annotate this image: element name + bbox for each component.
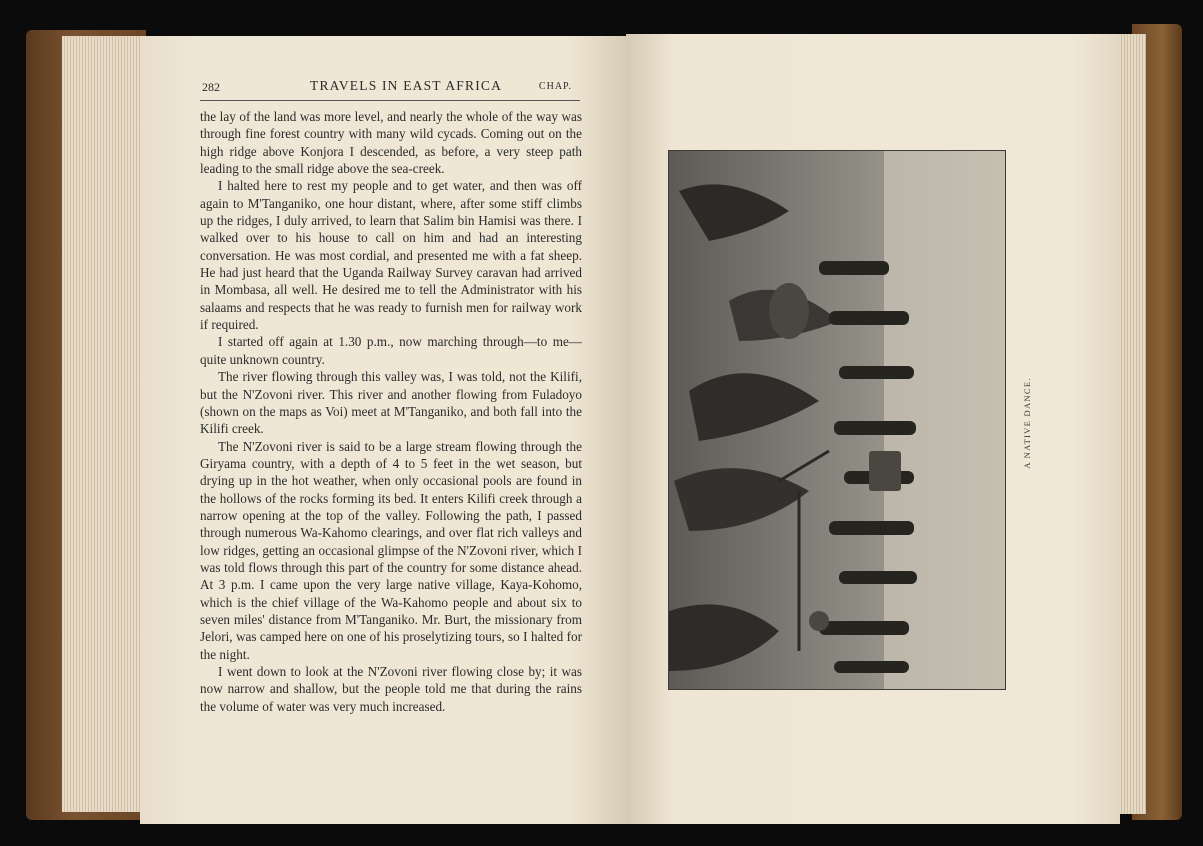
paragraph-6: I went down to look at the N'Zovoni river flowing close by; it was now narrow and shallow, but the people told me that during the rains the volume of water was very much increased. xyxy=(200,664,582,714)
paragraph-5: The N'Zovoni river is said to be a large stream flowing through the Giryama country, with a depth of 4 to 5 feet in the wet season, but drying up in the hot weather, when only occasional pools are found in the hollows of the rocks forming its bed. It enters Kilifi creek through a narrow opening at the top of the valley. Following the path, I passed through numerous Wa-Kahomo clearings, and over flat rich valleys and low ridges, getting an occasional glimpse of the N'Zovoni river, which I was told flows through this part of the country for some distance ahead. At 3 p.m. I came upon the very large native village, Kaya-Kohomo, which is the chief village of the Wa-Kahomo people and about six to seven miles' distance from M'Tanganiko. Mr. Burt, the missionary from Jelori, was camped here on one of his proselytizing tours, so I halted for the night. xyxy=(200,438,582,662)
left-page-edges xyxy=(62,36,142,812)
page-number: 282 xyxy=(202,80,220,94)
header-rule xyxy=(200,100,580,101)
paragraph-3: I started off again at 1.30 p.m., now marching through—to me—quite unknown country. xyxy=(200,334,582,367)
plate-caption-text: A NATIVE DANCE. xyxy=(1022,377,1032,469)
photograph-image xyxy=(669,151,1005,689)
chapter-mark: CHAP. xyxy=(538,81,572,92)
paragraph-1: the lay of the land was more level, and nearly the whole of the way was through fine forest country with many wild cycads. Coming out on the high ridge above Konjora I descended, as before, a very steep path leading to the small ridge above the sea-creek. xyxy=(200,109,582,177)
plate-caption xyxy=(1020,370,1034,480)
running-header xyxy=(202,78,580,100)
native-dance-photograph xyxy=(668,150,1006,690)
running-title: TRAVELS IN EAST AFRICA xyxy=(310,78,503,93)
paragraph-2: I halted here to rest my people and to get water, and then was off again to M'Tanganiko, one hour distant, where, after some stiff climbs up the ridges, I duly arrived, to learn that Salim bin Hamisi was there. I walked over to his house to call on him and had an interesting conversation. He was most cordial, and presented me with a fat sheep. He had just heard that the Uganda Railway Survey caravan had arrived in Mombasa, all well. He desired me to tell the Administrator with his salaams and respects that he was ready to furnish men for railway work if required. xyxy=(200,178,582,333)
body-text xyxy=(200,108,582,715)
paragraph-4: The river flowing through this valley was, I was told, not the Kilifi, but the N'Zovoni river. This river and another flowing from Fuladoyo (shown on the maps as Voi) meet at M'Tanganiko, and both fall into the Kilifi creek. xyxy=(200,369,582,437)
